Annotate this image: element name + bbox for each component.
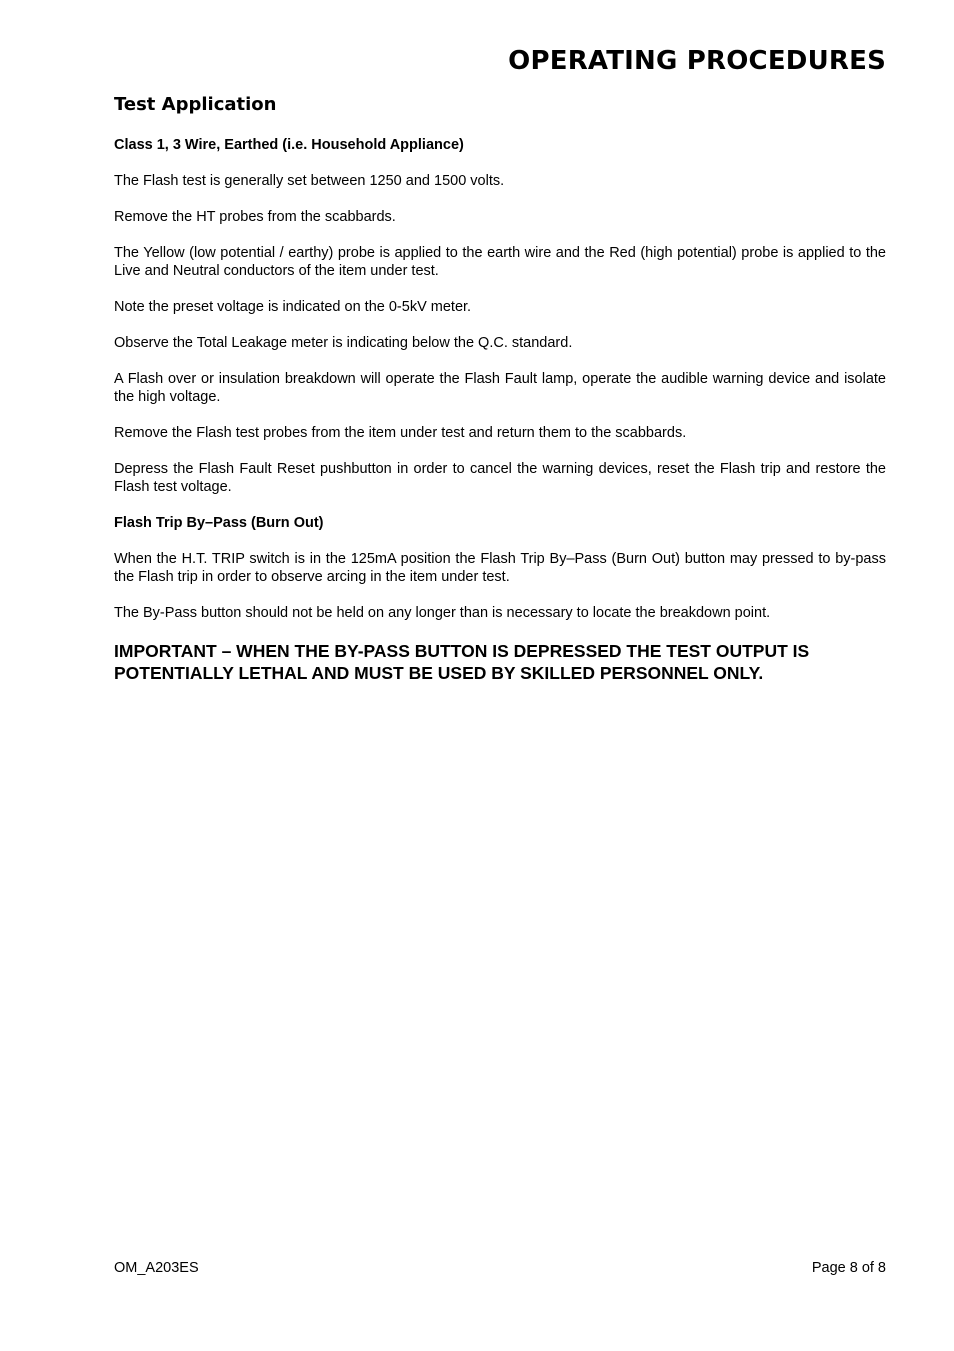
paragraph-remove-probes: Remove the HT probes from the scabbards.	[114, 209, 396, 225]
main-content	[114, 94, 886, 684]
class-subheading: Class 1, 3 Wire, Earthed (i.e. Household Appliance)	[114, 137, 464, 153]
paragraph-probe-application: The Yellow (low potential / earthy) probe is applied to the earth wire and the Red (high potential) probe is applied to the Live and Neutral conductors of the item under test.	[114, 245, 886, 279]
important-warning: IMPORTANT – WHEN THE BY-PASS BUTTON IS DEPRESSED THE TEST OUTPUT IS POTENTIALLY LETHAL AND MUST BE USED BY SKILLED PERSONNEL ONLY.	[114, 641, 810, 683]
paragraph-flash-voltage: The Flash test is generally set between 1250 and 1500 volts.	[114, 173, 505, 189]
paragraph-bypass-limit: The By-Pass button should not be held on any longer than is necessary to locate the breakdown point.	[114, 605, 771, 621]
paragraph-bypass-usage: When the H.T. TRIP switch is in the 125mA position the Flash Trip By–Pass (Burn Out) button may pressed to by-pass the Flash trip in order to observe arcing in the item under test.	[114, 551, 886, 585]
page-title: OPERATING PROCEDURES	[508, 46, 886, 76]
paragraph-flash-fault: A Flash over or insulation breakdown will operate the Flash Fault lamp, operate the audible warning device and isolate the high voltage.	[114, 371, 886, 405]
paragraph-return-probes: Remove the Flash test probes from the item under test and return them to the scabbards.	[114, 425, 687, 441]
paragraph-reset: Depress the Flash Fault Reset pushbutton in order to cancel the warning devices, reset the Flash trip and restore the Flash test voltage.	[114, 461, 886, 495]
paragraph-preset-voltage: Note the preset voltage is indicated on the 0-5kV meter.	[114, 299, 472, 315]
paragraph-leakage-meter: Observe the Total Leakage meter is indicating below the Q.C. standard.	[114, 335, 573, 351]
bypass-subheading: Flash Trip By–Pass (Burn Out)	[114, 515, 324, 531]
footer-page-number: Page 8 of 8	[811, 1260, 886, 1276]
section-heading: Test Application	[114, 94, 277, 115]
footer-document-code: OM_A203ES	[114, 1260, 199, 1276]
